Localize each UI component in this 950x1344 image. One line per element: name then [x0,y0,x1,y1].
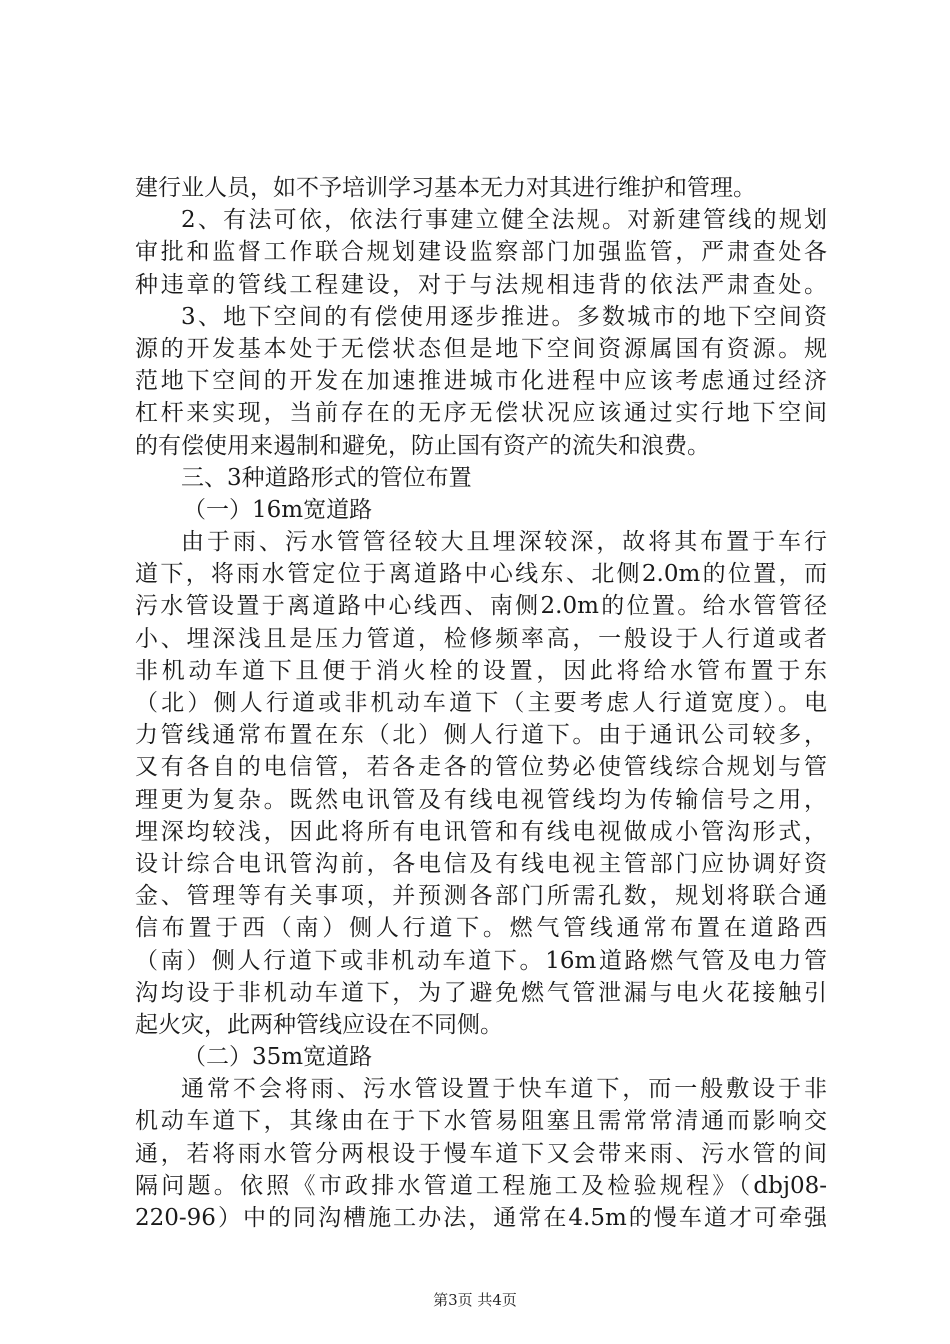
text-line: 的有偿使用来遏制和避免，防止国有资产的流失和浪费。 [135,432,710,459]
text-line: 理更为复杂。既然电讯管及有线电视管线均为传输信号之用， [135,786,827,813]
text-line: 污水管设置于离道路中心线西、南侧2.0m的位置。给水管管径 [135,593,827,620]
text-line: 非机动车道下且便于消火栓的设置，因此将给水管布置于东 [135,657,827,684]
text-line: 范地下空间的开发在加速推进城市化进程中应该考虑通过经济 [135,368,827,395]
subsection-heading: （二）35m宽道路 [183,1044,373,1071]
text-line: 审批和监督工作联合规划建设监察部门加强监管，严肃查处各 [135,239,827,266]
text-line: 隔问题。依照《市政排水管道工程施工及检验规程》（dbj08- [135,1172,827,1199]
text-line: 3、地下空间的有偿使用逐步推进。多数城市的地下空间资 [181,303,827,330]
section-heading: 三、3种道路形式的管位布置 [181,464,472,491]
text-line: 杠杆来实现，当前存在的无序无偿状况应该通过实行地下空间 [135,400,827,427]
text-line: 建行业人员，如不予培训学习基本无力对其进行维护和管理。 [135,175,756,201]
text-line: 机动车道下，其缘由在于下水管易阻塞且需常常清通而影响交 [135,1108,827,1135]
text-line: 源的开发基本处于无偿状态但是地下空间资源属国有资源。规 [135,335,827,362]
page-footer: 第3页 共4页 [433,1291,517,1309]
text-line: 小、埋深浅且是压力管道，检修频率高，一般设于人行道或者 [135,625,827,652]
text-line: 种违章的管线工程建设，对于与法规相违背的依法严肃查处。 [135,271,827,298]
text-line: 沟均设于非机动车道下，为了避免燃气管泄漏与电火花接触引 [135,979,827,1006]
document-body [135,172,827,1234]
text-line: 金、管理等有关事项，并预测各部门所需孔数，规划将联合通 [135,883,827,910]
text-line: 通常不会将雨、污水管设置于快车道下，而一般敷设于非 [181,1076,827,1103]
text-line: 起火灾，此两种管线应设在不同侧。 [135,1011,503,1038]
text-line: 由于雨、污水管管径较大且埋深较深，故将其布置于车行 [181,529,827,556]
text-line: 设计综合电讯管沟前，各电信及有线电视主管部门应协调好资 [135,850,827,877]
text-line: 埋深均较浅，因此将所有电讯管和有线电视做成小管沟形式， [135,818,827,845]
text-line: 220-96）中的同沟槽施工办法，通常在4.5m的慢车道才可牵强 [135,1205,827,1231]
text-line: 力管线通常布置在东（北）侧人行道下。由于通讯公司较多， [135,722,827,749]
text-line: 2、有法可依，依法行事建立健全法规。对新建管线的规划 [181,207,827,234]
text-line: 道下，将雨水管定位于离道路中心线东、北侧2.0m的位置，而 [135,561,827,588]
text-line: 通，若将雨水管分两根设于慢车道下又会带来雨、污水管的间 [135,1140,827,1167]
text-line: 信布置于西（南）侧人行道下。燃气管线通常布置在道路西 [135,915,827,942]
text-line: 又有各自的电信管，若各走各的管位势必使管线综合规划与管 [135,754,827,781]
text-line: （北）侧人行道或非机动车道下（主要考虑人行道宽度）。电 [135,690,827,716]
text-line: （南）侧人行道下或非机动车道下。16m道路燃气管及电力管 [135,947,827,974]
subsection-heading: （一）16m宽道路 [183,496,373,523]
